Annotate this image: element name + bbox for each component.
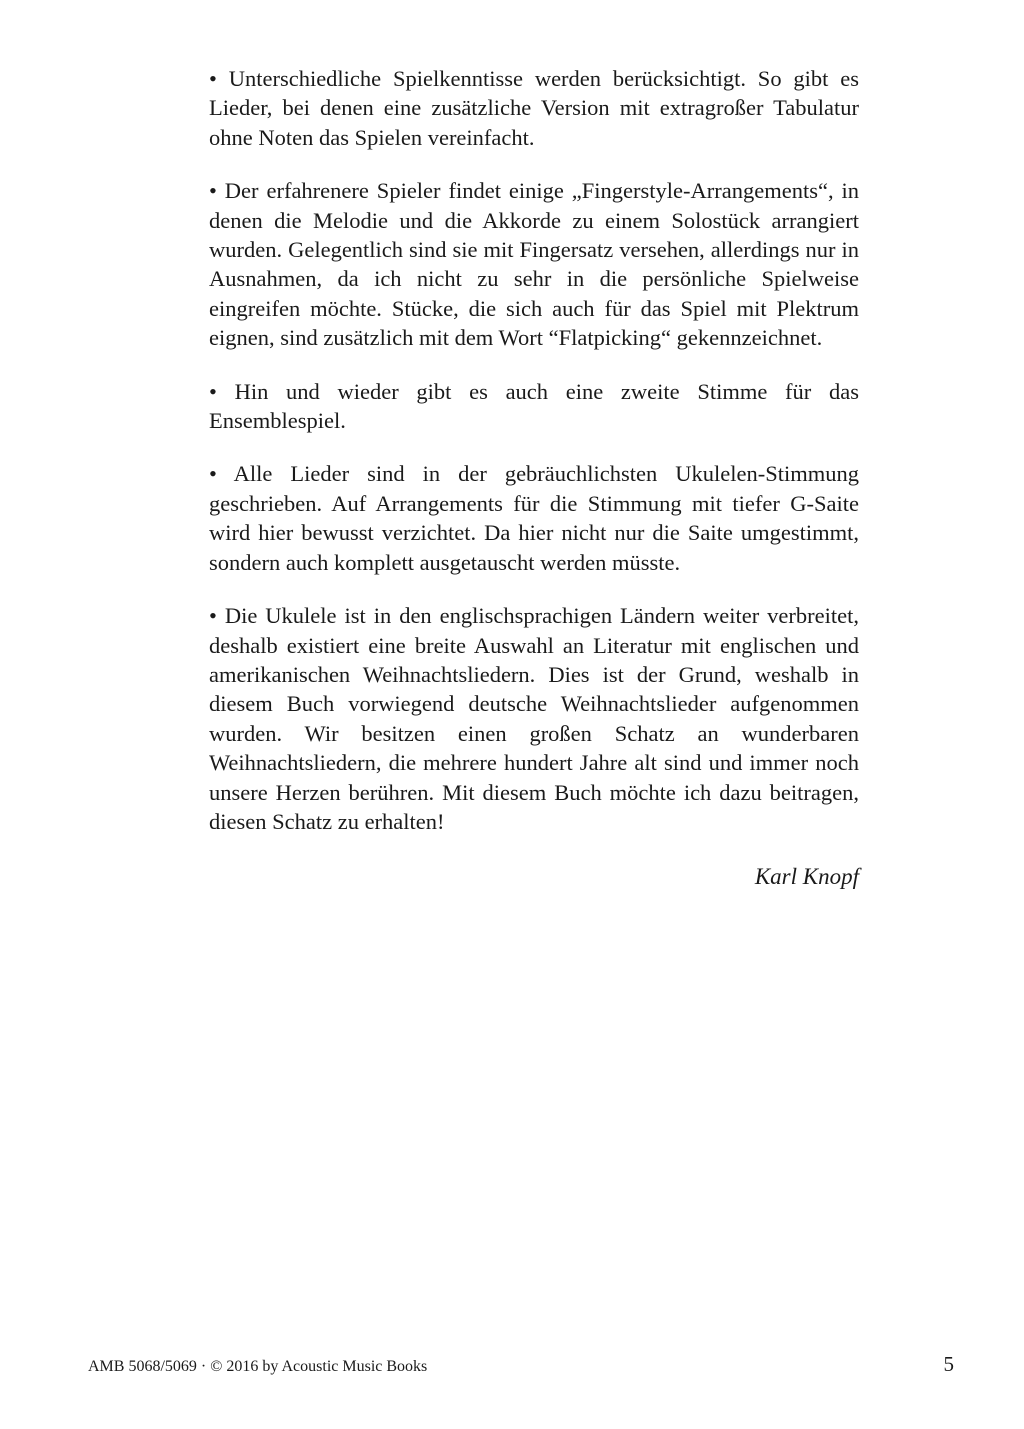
paragraph-second-voice: • Hin und wieder gibt es auch eine zweite Stimme für das Ensemblespiel.: [209, 378, 859, 434]
copyright-notice: AMB 5068/5069 · © 2016 by Acoustic Music Books: [88, 1358, 428, 1375]
page-body: [209, 64, 859, 892]
page-footer: [88, 1352, 954, 1377]
paragraph-christmas-songs: • Die Ukulele ist in den englischsprachigen Ländern weiter verbreitet, deshalb existiert eine breite Auswahl an Literatur mit englischen und amerikanischen Weihnachtsliedern. Dies ist der Grund, weshalb in diesem Buch vorwiegend deutsche Weihnachtslieder aufgenommen wurden. Wir besitzen einen großen Schatz an wunderbaren Weihnachtsliedern, die mehrere hundert Jahre alt sind und immer noch unsere Herzen berühren. Mit diesem Buch möchte ich dazu beitragen, diesen Schatz zu erhalten!: [209, 603, 859, 834]
paragraph-fingerstyle-arrangements: • Der erfahrenere Spieler findet einige „Fingerstyle-Arrangements“, in denen die Melodie und die Akkorde zu einem Solostück arrangiert wurden. Gelegentlich sind sie mit Fingersatz versehen, allerdings nur in Ausnahmen, da ich nicht zu sehr in die persönliche Spielweise eingreifen möchte. Stücke, die sich auch für das Spiel mit Plektrum eignen, sind zusätzlich mit dem Wort “Flatpicking“ gekennzeichnet.: [209, 178, 859, 351]
paragraph-tuning: • Alle Lieder sind in der gebräuchlichsten Ukulelen-Stimmung geschrieben. Auf Arrangements für die Stimmung mit tiefer G-Saite wird hier bewusst verzichtet. Da hier nicht nur die Saite umgestimmt, sondern auch komplett ausgetauscht werden müsste.: [209, 461, 859, 575]
page-number: 5: [943, 1352, 954, 1376]
author-signature: Karl Knopf: [754, 864, 859, 890]
paragraph-playing-skills: • Unterschiedliche Spielkenntisse werden berücksichtigt. So gibt es Lieder, bei denen eine zusätzliche Version mit extragroßer Tabulatur ohne Noten das Spielen vereinfacht.: [209, 66, 859, 150]
